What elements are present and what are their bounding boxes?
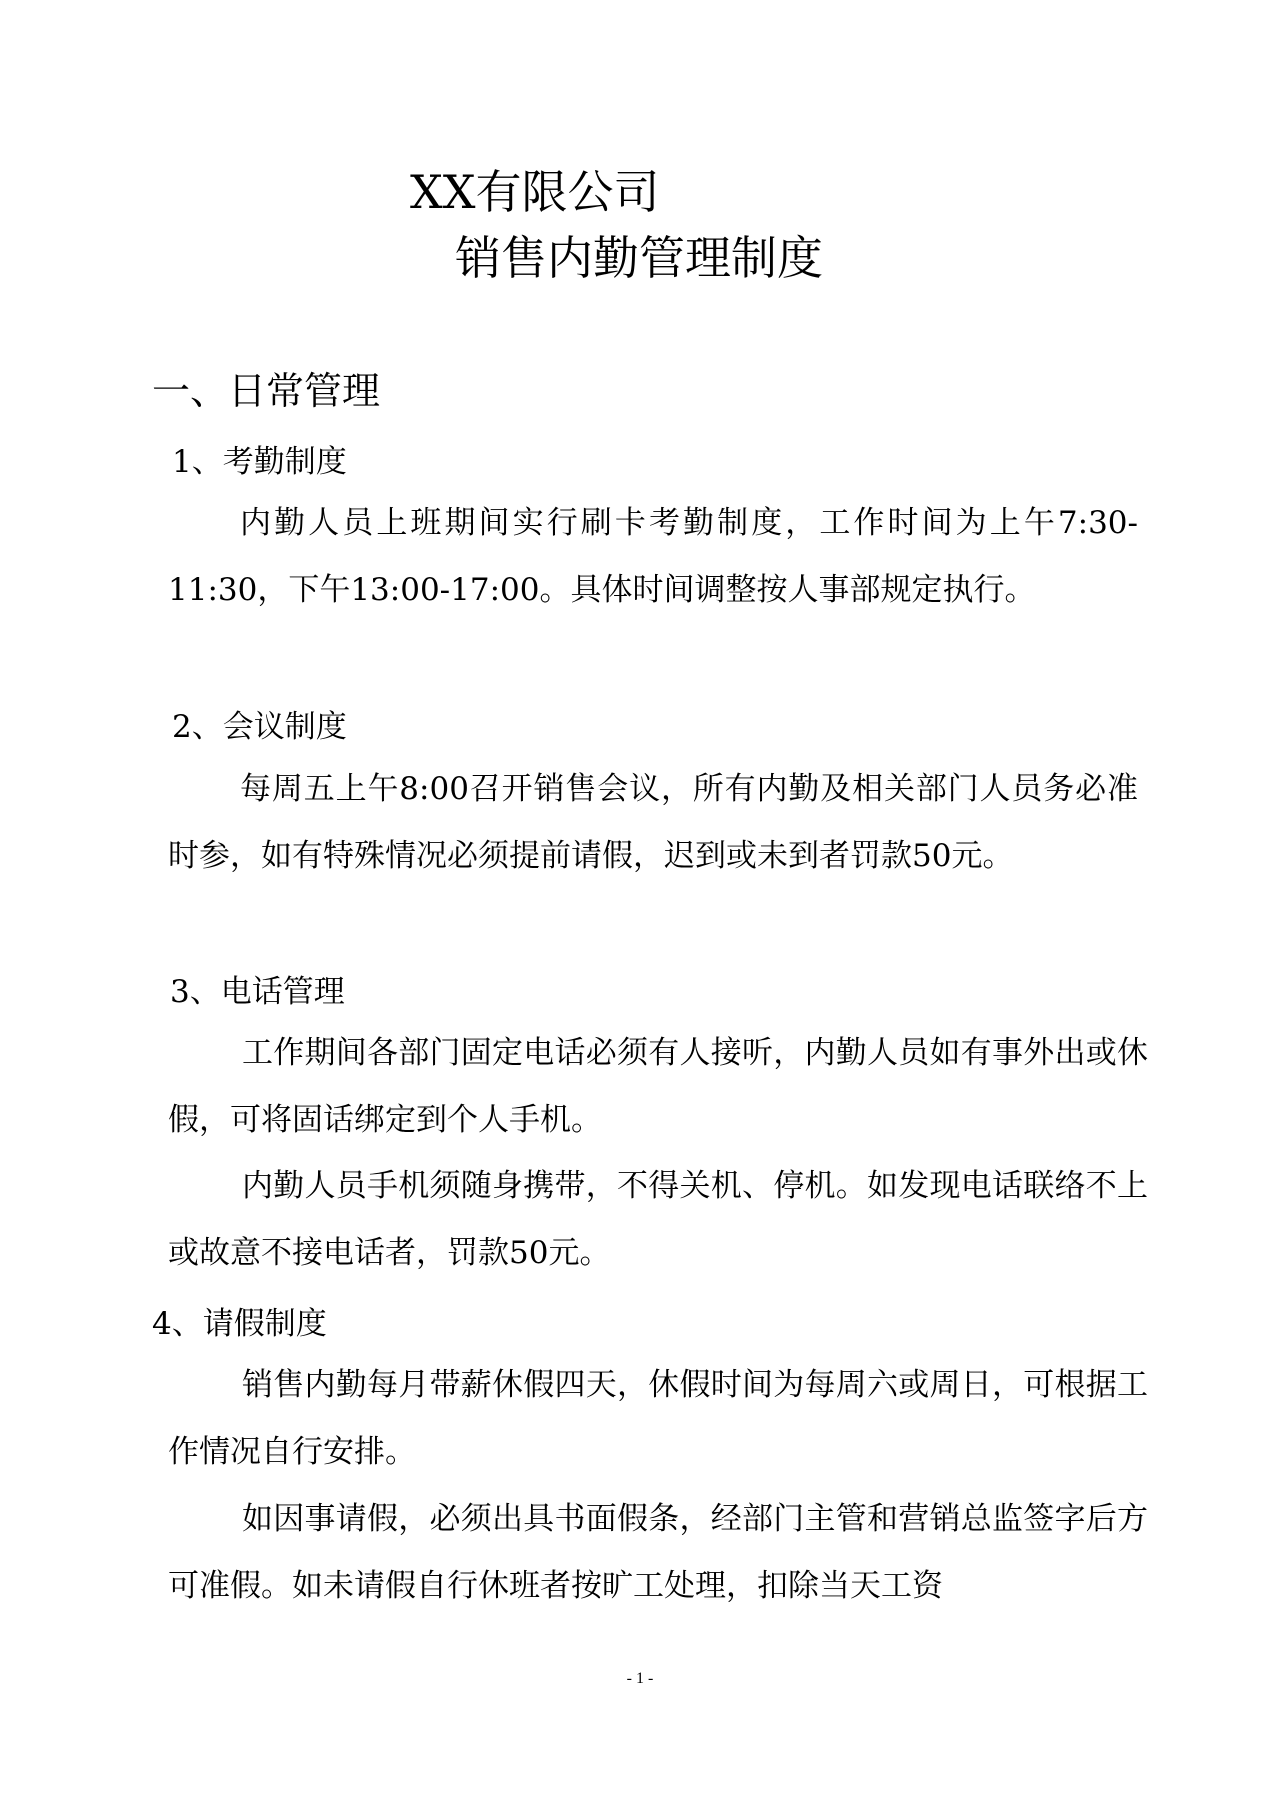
document-title: 销售内勤管理制度 bbox=[455, 231, 823, 285]
subsection-heading-phone: 3、电话管理 bbox=[170, 974, 345, 1010]
paragraph-phone-2: 内勤人员手机须随身携带，不得关机、停机。如发现电话联络不上或故意不接电话者，罚款50元。 bbox=[168, 1168, 1148, 1271]
company-title: XX有限公司 bbox=[410, 165, 660, 219]
paragraph-meeting: 每周五上午8:00召开销售会议，所有内勤及相关部门人员务必准时参，如有特殊情况必须提前请假，迟到或未到者罚款50元。 bbox=[168, 771, 1138, 874]
subsection-heading-meeting: 2、会议制度 bbox=[172, 709, 347, 745]
subsection-heading-leave: 4、请假制度 bbox=[152, 1306, 327, 1342]
paragraph-leave-2: 如因事请假，必须出具书面假条，经部门主管和营销总监签字后方可准假。如未请假自行休班者按旷工处理，扣除当天工资 bbox=[168, 1501, 1148, 1604]
subsection-heading-attendance: 1、考勤制度 bbox=[172, 444, 347, 480]
paragraph-phone-1: 工作期间各部门固定电话必须有人接听，内勤人员如有事外出或休假，可将固话绑定到个人手机。 bbox=[168, 1035, 1148, 1138]
paragraph-attendance: 内勤人员上班期间实行刷卡考勤制度，工作时间为上午7:30-11:30，下午13:00-17:00。具体时间调整按人事部规定执行。 bbox=[168, 505, 1138, 608]
section-heading-daily-management: 一、日常管理 bbox=[152, 369, 381, 413]
paragraph-leave-1: 销售内勤每月带薪休假四天，休假时间为每周六或周日，可根据工作情况自行安排。 bbox=[168, 1367, 1148, 1470]
page-number: - 1 - bbox=[626, 1670, 654, 1687]
